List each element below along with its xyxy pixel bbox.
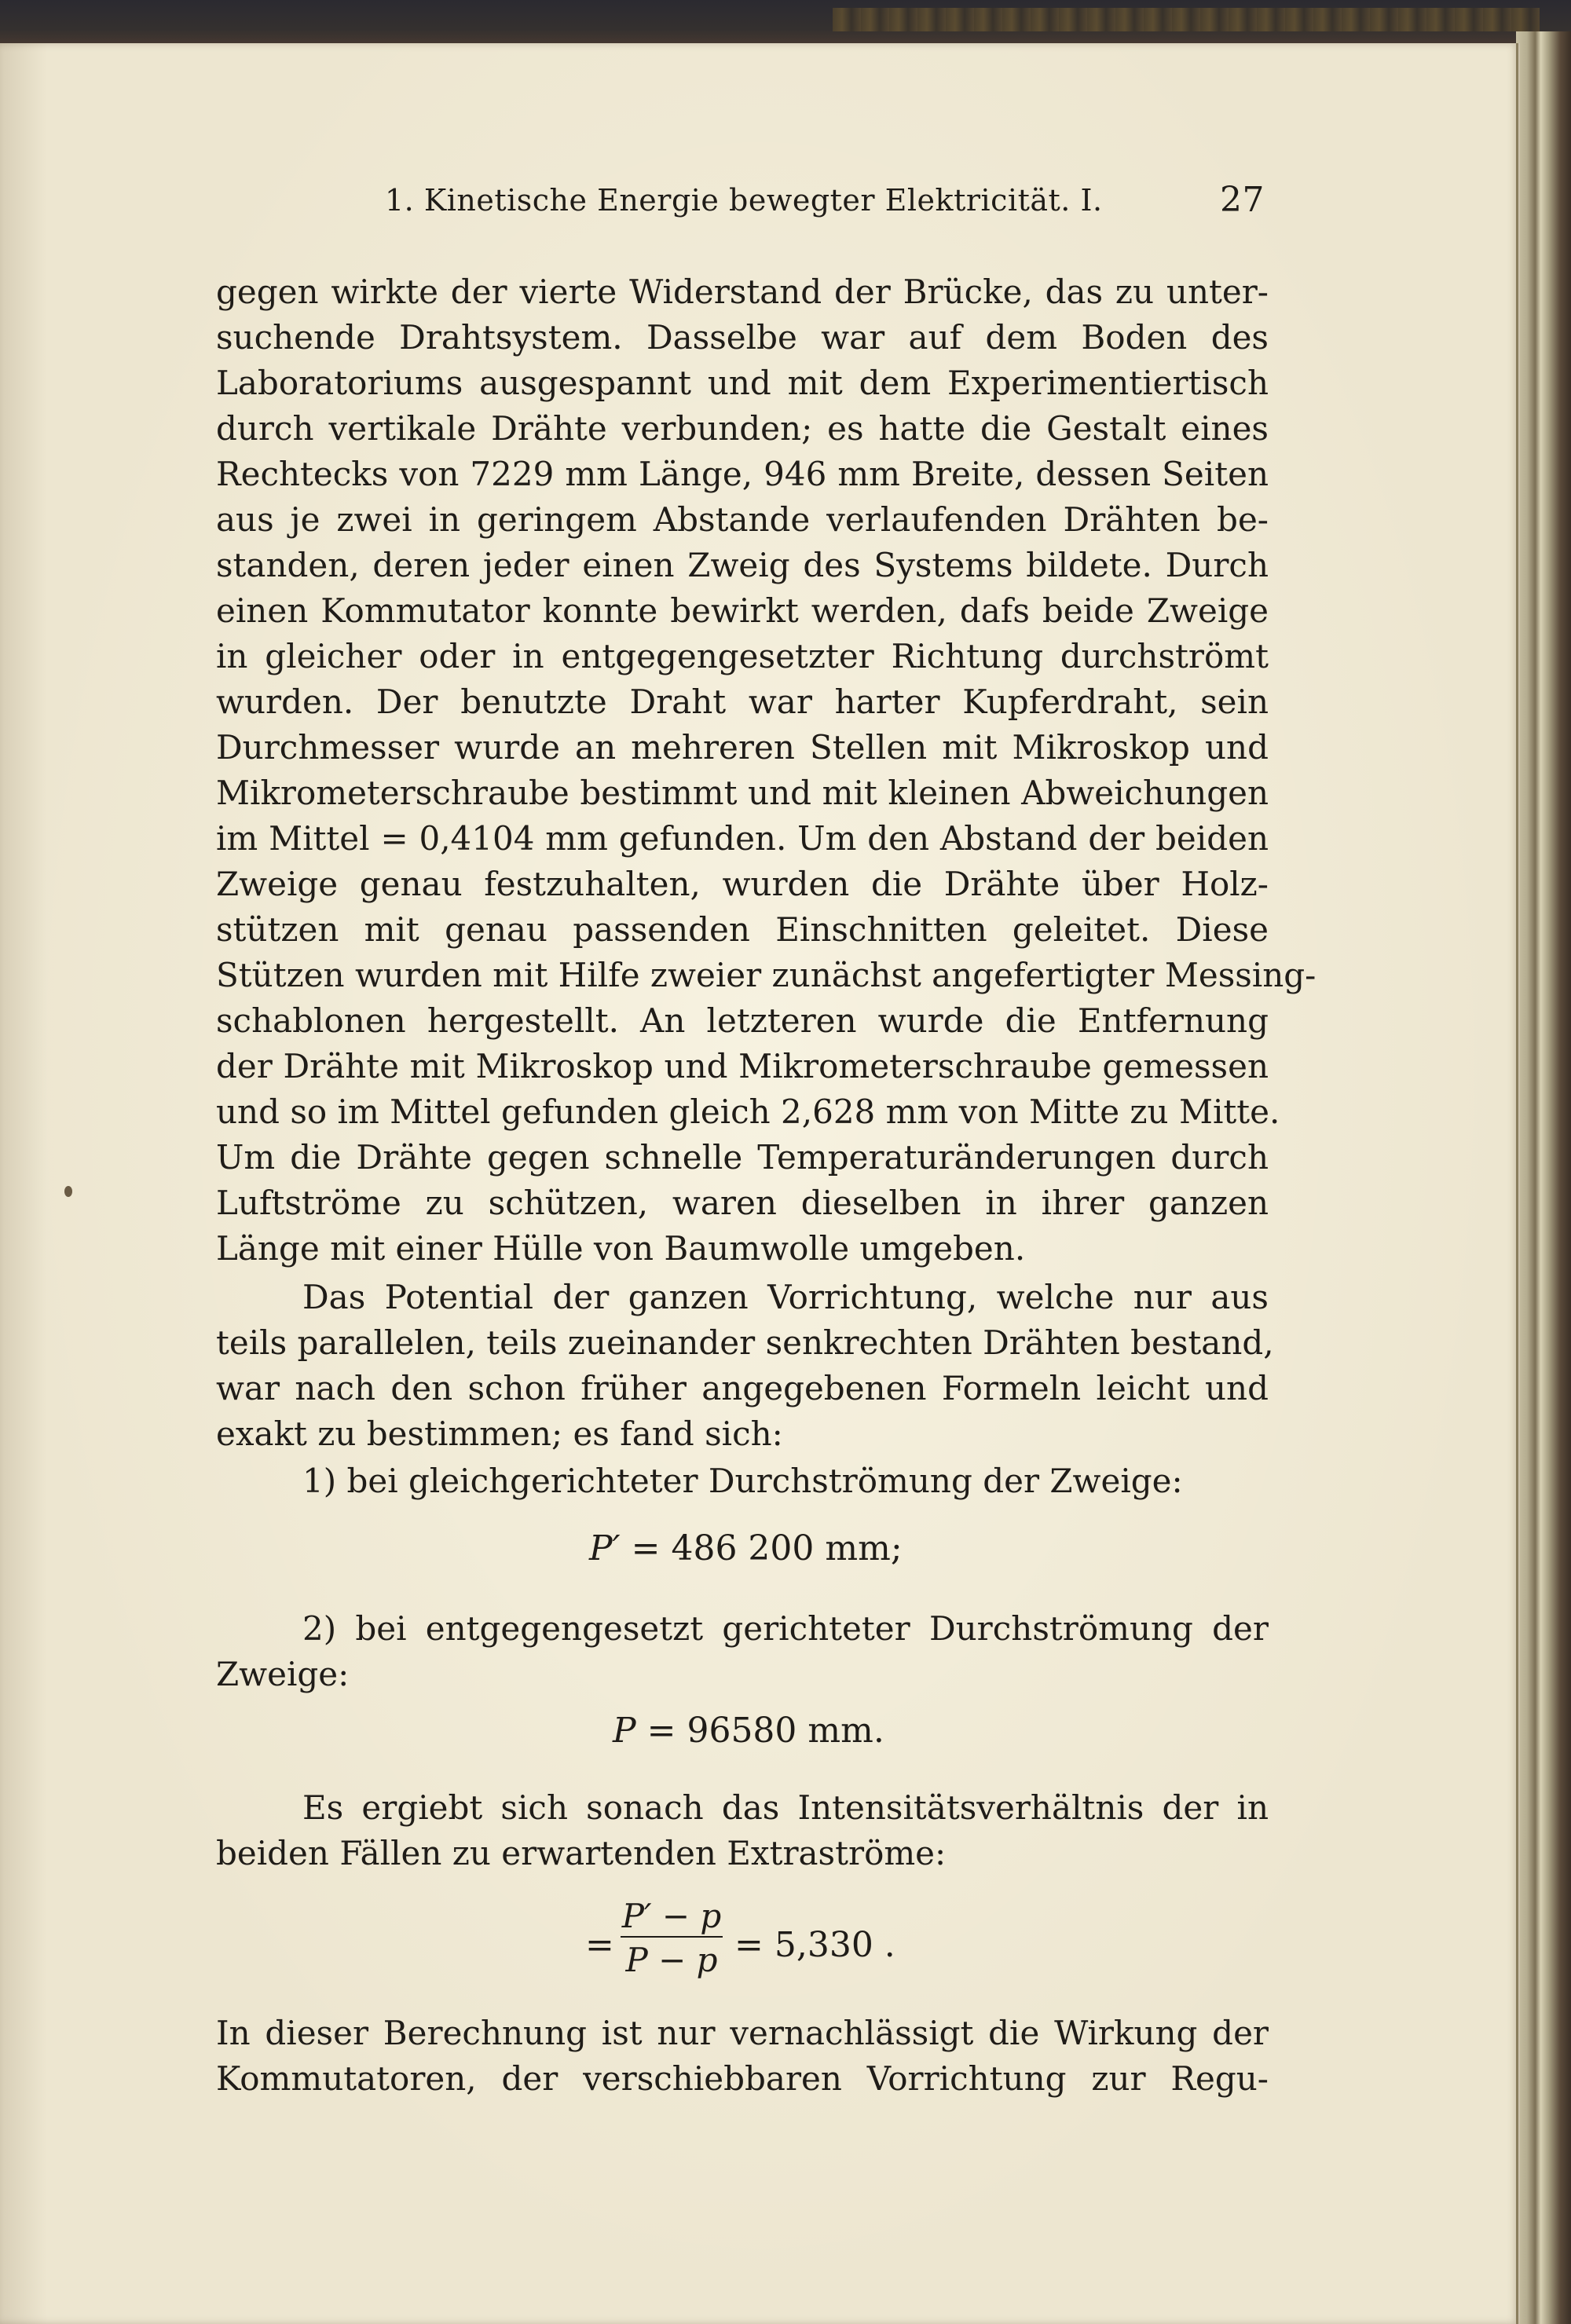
text-line: war nach den schon früher angegebenen Formeln leicht und <box>216 1369 1269 1407</box>
list-item: 2) bei entgegengesetzt gerichteter Durchströmung der <box>302 1609 1269 1648</box>
text-line: Luftströme zu schützen, waren dieselben in ihrer ganzen <box>216 1184 1269 1222</box>
formula-ratio-prefix: = <box>585 1925 614 1965</box>
text-line: Länge mit einer Hülle von Baumwolle umgeben. <box>216 1229 1026 1268</box>
fraction-numerator: P′ − p <box>621 1897 722 1935</box>
book-binding-top <box>0 0 1571 49</box>
text-line: der Drähte mit Mikroskop und Mikrometerschraube gemessen <box>216 1047 1269 1085</box>
formula-value: = 486 200 mm; <box>620 1528 903 1568</box>
text-line: Laboratoriums ausgespannt und mit dem Experimentiertisch <box>216 364 1269 402</box>
running-head <box>385 180 1265 230</box>
text-line: exakt zu bestimmen; es fand sich: <box>216 1415 783 1453</box>
book-page <box>0 43 1520 2324</box>
text-line: Kommutatoren, der verschiebbaren Vorrichtung zur Regu- <box>216 2059 1269 2098</box>
text-line: Rechtecks von 7229 mm Länge, 946 mm Breite, dessen Seiten <box>216 455 1269 493</box>
paper-blemish <box>64 1186 72 1197</box>
formula-symbol: P <box>613 1711 636 1751</box>
formula-symbol: P′ <box>589 1528 621 1568</box>
text-line: teils parallelen, teils zueinander senkrechten Drähten bestand, <box>216 1323 1274 1362</box>
text-line: beiden Fällen zu erwartenden Extraströme: <box>216 1834 947 1872</box>
text-line: Das Potential der ganzen Vorrichtung, welche nur aus <box>302 1278 1269 1316</box>
text-line: schablonen hergestellt. An letzteren wurde die Entfernung <box>216 1001 1269 1040</box>
text-line: durch vertikale Drähte verbunden; es hatte die Gestalt eines <box>216 409 1269 448</box>
text-line: Stützen wurden mit Hilfe zweier zunächst angefertigter Messing- <box>216 956 1316 994</box>
text-line: Um die Drähte gegen schnelle Temperaturänderungen durch <box>216 1138 1269 1177</box>
book-page-edges <box>1516 31 1571 2324</box>
formula-value: = 96580 mm. <box>635 1711 884 1751</box>
formula-ratio-result: = 5,330 . <box>734 1925 895 1965</box>
text-line: aus je zwei in geringem Abstande verlaufenden Drähten be- <box>216 500 1269 539</box>
text-line: Durchmesser wurde an mehreren Stellen mit Mikroskop und <box>216 728 1269 767</box>
text-line: einen Kommutator konnte bewirkt werden, dafs beide Zweige <box>216 591 1269 630</box>
text-line: Zweige: <box>216 1655 350 1693</box>
text-line: Mikrometerschraube bestimmt und mit kleinen Abweichungen <box>216 774 1269 812</box>
text-line: Zweige genau festzuhalten, wurden die Drähte über Holz- <box>216 865 1269 903</box>
text-line: Es ergiebt sich sonach das Intensitätsverhältnis der in <box>302 1788 1269 1827</box>
text-line: und so im Mittel gefunden gleich 2,628 mm von Mitte zu Mitte. <box>216 1092 1280 1131</box>
fraction-denominator: P − p <box>625 1941 718 1979</box>
text-line: gegen wirkte der vierte Widerstand der Brücke, das zu unter- <box>216 273 1269 311</box>
formula-fraction <box>621 1897 723 1991</box>
text-line: wurden. Der benutzte Draht war harter Kupferdraht, sein <box>216 683 1269 721</box>
binding-gilt-decoration <box>833 8 1540 31</box>
page-number: 27 <box>1220 180 1265 220</box>
fraction-bar <box>621 1936 723 1938</box>
formula-p-prime <box>589 1526 903 1572</box>
text-line: stützen mit genau passenden Einschnitten geleitet. Diese <box>216 910 1269 949</box>
running-head-title: 1. Kinetische Energie bewegter Elektricität. I. <box>385 183 1103 218</box>
list-item: 1) bei gleichgerichteter Durchströmung der Zweige: <box>302 1462 1183 1500</box>
text-line: standen, deren jeder einen Zweig des Systems bildete. Durch <box>216 546 1269 584</box>
text-line: in gleicher oder in entgegengesetzter Richtung durchströmt <box>216 637 1269 675</box>
page-edge-line <box>1516 43 1518 2324</box>
text-line: suchende Drahtsystem. Dasselbe war auf dem Boden des <box>216 318 1269 357</box>
text-line: im Mittel = 0,4104 mm gefunden. Um den Abstand der beiden <box>216 819 1269 858</box>
formula-p <box>613 1708 884 1754</box>
text-line: In dieser Berechnung ist nur vernachlässigt die Wirkung der <box>216 2014 1269 2052</box>
